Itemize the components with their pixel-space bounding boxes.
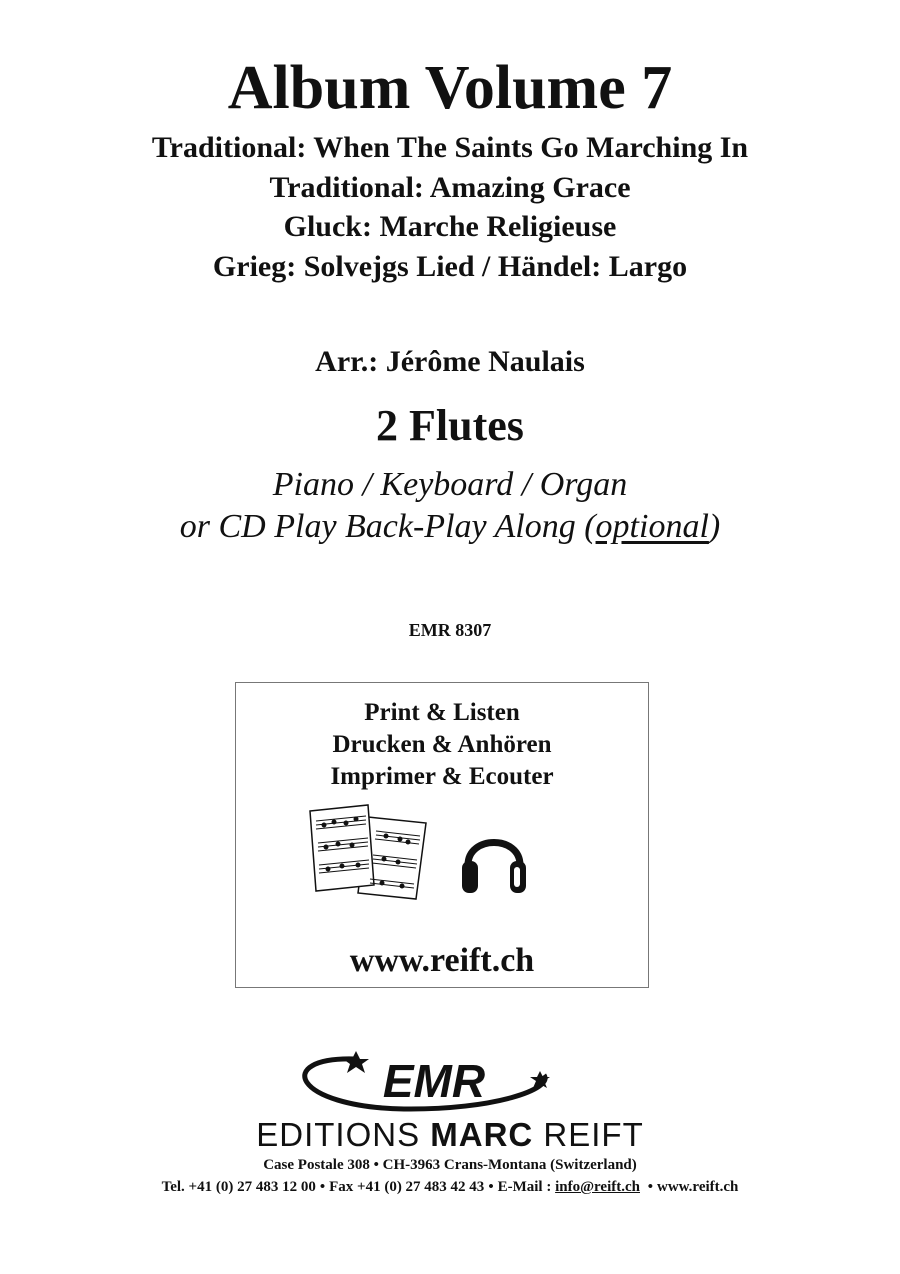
- publisher-address: Case Postale 308 • CH-3963 Crans-Montana (Switzerland): [263, 1157, 637, 1173]
- accompaniment-line-2: [0, 506, 900, 548]
- website-link[interactable]: www.reift.ch: [349, 942, 535, 979]
- logo-text: EMR: [382, 1055, 486, 1107]
- print-listen-de: Drucken & Anhören: [332, 731, 552, 758]
- optional-label: optional: [595, 508, 709, 545]
- piece-title: Grieg: Solvejgs Lied / Händel: Largo: [212, 250, 688, 283]
- print-listen-en: Print & Listen: [364, 699, 520, 726]
- emr-logo: [234, 1045, 564, 1117]
- piece-title: Traditional: When The Saints Go Marching In: [151, 131, 749, 164]
- arranger: Arr.: Jérôme Naulais: [315, 345, 585, 378]
- accompaniment-line-1: Piano / Keyboard / Organ: [272, 466, 628, 503]
- catalog-number: EMR 8307: [408, 620, 492, 640]
- piece-title: Gluck: Marche Religieuse: [283, 210, 617, 243]
- publisher-name-part3: REIFT: [533, 1116, 644, 1153]
- instrumentation: 2 Flutes: [376, 401, 524, 450]
- publisher-name: [0, 1116, 900, 1154]
- accompaniment-suffix: ): [708, 508, 721, 545]
- email-link[interactable]: info@reift.ch: [555, 1179, 640, 1195]
- print-listen-box: [235, 682, 649, 988]
- headphones-icon: [458, 821, 530, 899]
- publisher-website[interactable]: www.reift.ch: [657, 1179, 739, 1195]
- print-listen-fr: Imprimer & Ecouter: [330, 763, 554, 790]
- email-label: E-Mail :: [497, 1179, 552, 1195]
- sheet-music-icon: [308, 803, 438, 903]
- publisher-contact: Tel. +41 (0) 27 483 12 00 • Fax +41 (0) 27 483 42 43 • E-Mail : info@reift.ch • www.reift.ch: [161, 1179, 739, 1195]
- piece-title: Traditional: Amazing Grace: [269, 171, 631, 204]
- album-title: Album Volume 7: [227, 54, 673, 122]
- phone: Tel. +41 (0) 27 483 12 00: [161, 1179, 316, 1195]
- accompaniment-prefix: or CD Play Back-Play Along (: [179, 508, 596, 545]
- fax: Fax +41 (0) 27 483 42 43: [329, 1179, 485, 1195]
- publisher-name-part1: EDITIONS: [256, 1116, 431, 1153]
- publisher-name-part2: MARC: [430, 1116, 534, 1153]
